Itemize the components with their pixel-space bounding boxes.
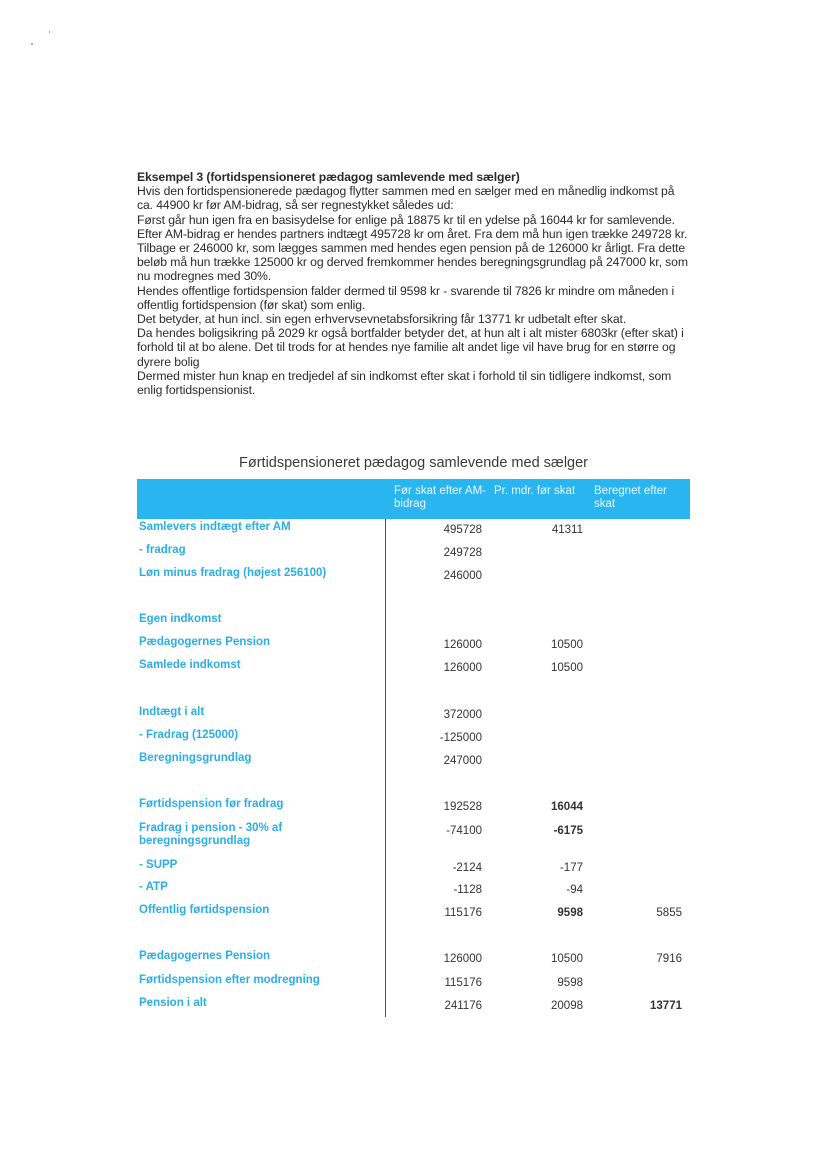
table-title: Førtidspensioneret pædagog samlevende med sælger (239, 455, 588, 471)
cell-monthly: 10500 (551, 639, 583, 651)
cell-after-tax: 7916 (656, 953, 682, 965)
row-label: Offentlig førtidspension (139, 904, 270, 916)
paragraph: Hvis den fortidspensionerede pædagog flytter sammen med en sælger med en månedlig indkomst på ca. 44900 kr før AM-bidrag, så ser regnestykket således ud: (137, 184, 675, 213)
table-row (0, 859, 828, 873)
cell-before-tax: 126000 (443, 639, 482, 651)
paragraph: Dermed mister hun knap en tredjedel af sin indkomst efter skat i forhold til sin tidligere indkomst, som enlig fortidspensionist. (137, 368, 672, 398)
column-header-after-tax: Beregnet efter skat (594, 485, 667, 510)
table-row (0, 521, 828, 535)
column-header-monthly: Pr. mdr. før skat (494, 485, 576, 497)
cell-before-tax: 115176 (444, 977, 482, 989)
table-row (0, 752, 828, 766)
cell-before-tax: 249728 (443, 547, 482, 559)
cell-after-tax: 5855 (656, 907, 682, 919)
row-label: - Fradrag (125000) (139, 729, 239, 741)
table-row (0, 997, 828, 1011)
table-row (0, 798, 828, 812)
cell-before-tax: 126000 (443, 662, 482, 674)
row-label: - ATP (139, 881, 168, 893)
cell-before-tax: 192528 (443, 801, 482, 813)
row-label: - fradrag (139, 544, 186, 556)
table-row (0, 950, 828, 964)
paragraph: Først går hun igen fra en basisydelse for enlige på 18875 kr til en ydelse på 16044 kr for samlevende. (137, 212, 675, 227)
cell-monthly: 20098 (551, 1000, 583, 1012)
row-label: Beregningsgrundlag (139, 752, 252, 764)
row-label: Pædagogernes Pension (139, 950, 271, 962)
cell-before-tax: 495728 (443, 524, 482, 536)
cell-monthly: 9598 (557, 907, 583, 919)
intro-text (137, 170, 693, 397)
cell-after-tax: 13771 (650, 1000, 682, 1012)
row-label: Fradrag i pension - 30% af beregningsgrundlag (139, 822, 283, 847)
scan-speck (49, 31, 50, 33)
row-label: Egen indkomst (139, 613, 222, 625)
table-row (0, 729, 828, 743)
table-header (137, 479, 690, 519)
cell-before-tax: -1128 (453, 884, 482, 896)
table-row (0, 974, 828, 988)
row-label: Pension i alt (139, 997, 207, 1009)
paragraph: Det betyder, at hun incl. sin egen erhvervsevnetabsforsikring får 13771 kr udbetalt efter skat. (137, 312, 627, 327)
column-header-before-tax: Før skat efter AM-bidrag (394, 485, 487, 510)
cell-before-tax: 241176 (444, 1000, 482, 1012)
row-label: Førtidspension før fradrag (139, 798, 284, 810)
row-label: - SUPP (139, 859, 178, 871)
cell-before-tax: -125000 (439, 732, 482, 744)
row-label: Løn minus fradrag (højest 256100) (139, 567, 327, 579)
cell-before-tax: 247000 (443, 755, 482, 767)
cell-before-tax: 372000 (443, 709, 482, 721)
paragraph: Da hendes boligsikring på 2029 kr også bortfalder betyder det, at hun alt i alt mister 6803kr (efter skat) i forhold til at bo alene. Det til trods for at hendes nye familie alt andet lige vil have brug for en større og dyrere bolig (137, 326, 684, 369)
table-row (0, 567, 828, 581)
table-row (0, 613, 828, 627)
table-row (0, 706, 828, 720)
column-divider (385, 519, 386, 1017)
row-label: Førtidspension efter modregning (139, 974, 320, 986)
example-heading: Eksempel 3 (fortidspensioneret pædagog samlevende med sælger) (137, 170, 520, 184)
row-label: Samlevers indtægt efter AM (139, 521, 291, 533)
cell-monthly: 10500 (551, 662, 583, 674)
scan-speck (31, 43, 33, 45)
cell-monthly: 10500 (551, 953, 583, 965)
table-row (0, 881, 828, 895)
table-row (0, 904, 828, 918)
paragraph: Efter AM-bidrag er hendes partners indtægt 495728 kr om året. Fra dem må hun igen trække 249728 kr. Tilbage er 246000 kr, som lægges sammen med hendes egen pension på de 126000 kr årligt. Fra dette beløb må hun trække 125000 kr og derved fremkommer hendes beregningsgrundlag på 247000 kr, som nu modregnes med 30%. (137, 226, 688, 284)
row-label: Indtægt i alt (139, 706, 205, 718)
cell-before-tax: -74100 (446, 825, 482, 837)
cell-monthly: 9598 (557, 977, 583, 989)
cell-before-tax: 126000 (443, 953, 482, 965)
table-row (0, 636, 828, 650)
row-label: Samlede indkomst (139, 659, 241, 671)
table-row (0, 659, 828, 673)
cell-monthly: -177 (559, 862, 583, 874)
cell-before-tax: 246000 (443, 570, 482, 582)
table-row (0, 822, 828, 847)
cell-monthly: 16044 (551, 801, 583, 813)
cell-monthly: -6175 (553, 825, 583, 837)
row-label: Pædagogernes Pension (139, 636, 271, 648)
cell-monthly: -94 (566, 884, 583, 896)
cell-before-tax: 115176 (444, 907, 482, 919)
cell-before-tax: -2124 (452, 862, 482, 874)
table-row (0, 544, 828, 558)
paragraph: Hendes offentlige fortidspension falder dermed til 9598 kr - svarende til 7826 kr mindre om måneden i offentlig fortidspension (før skat) som enlig. (137, 283, 675, 312)
cell-monthly: 41311 (551, 524, 583, 536)
